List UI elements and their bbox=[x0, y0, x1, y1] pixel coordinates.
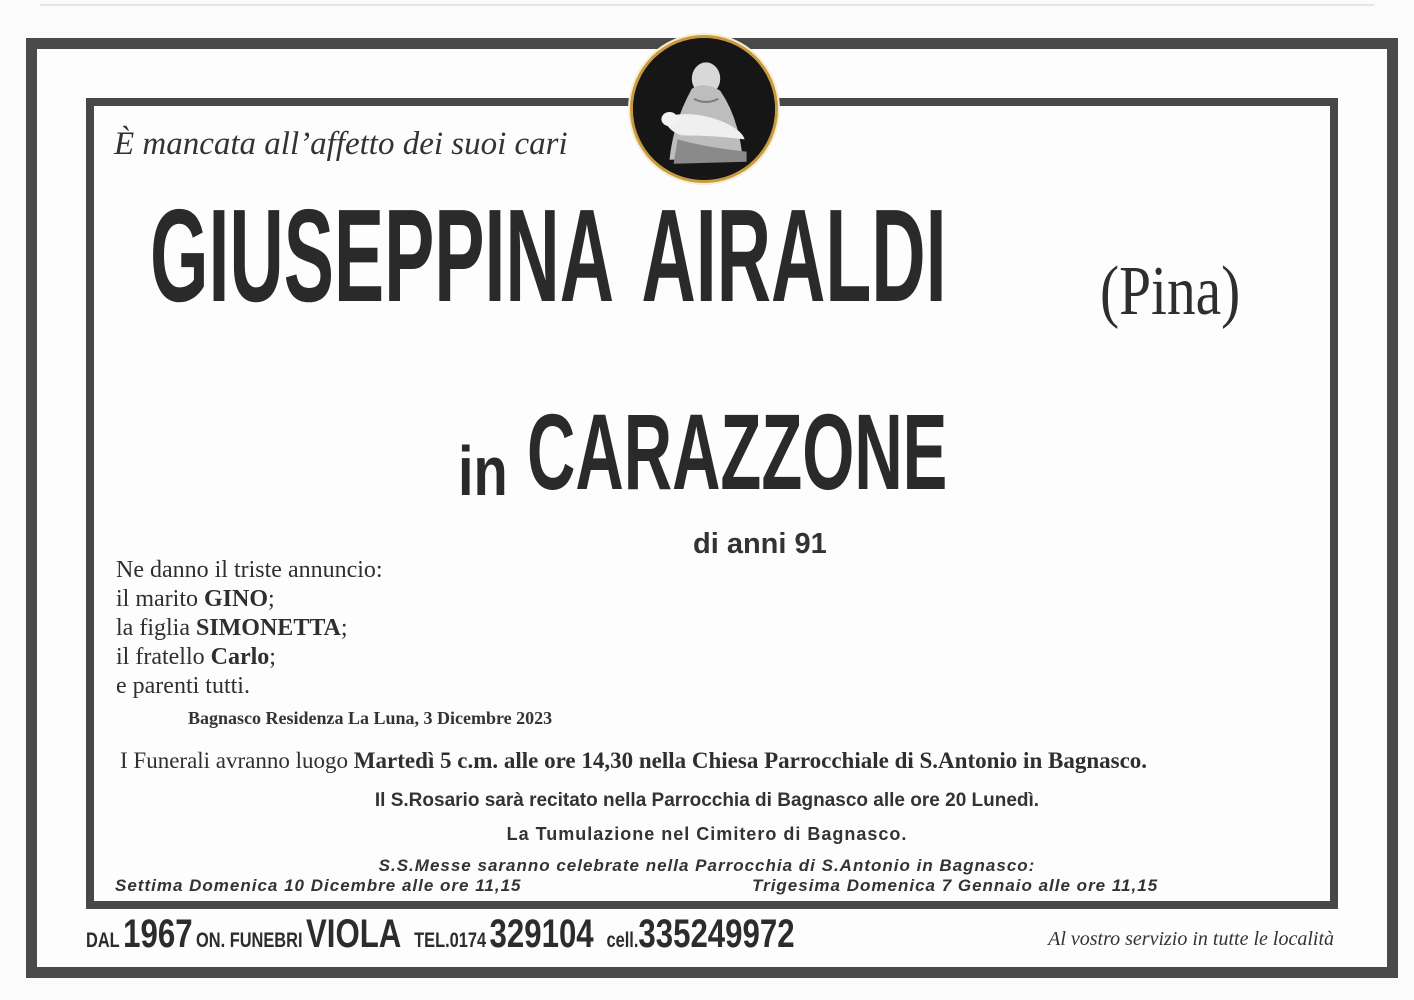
age: di anni 91 bbox=[693, 528, 827, 560]
married-surname: CARAZZONE bbox=[526, 391, 948, 512]
married-name bbox=[458, 391, 1205, 512]
daughter-line: la figlia SIMONETTA; bbox=[116, 615, 348, 641]
brother-line: il fratello Carlo; bbox=[116, 644, 276, 670]
agency-name: VIOLA bbox=[305, 912, 402, 956]
announcement-line: Ne danno il triste annuncio: bbox=[116, 557, 383, 583]
husband-line: il marito GINO; bbox=[116, 586, 275, 612]
cell-label: cell. bbox=[606, 929, 639, 952]
nickname: (Pina) bbox=[1100, 253, 1241, 330]
married-prefix: in bbox=[458, 432, 508, 510]
mourners-list bbox=[116, 556, 383, 701]
tel-number[interactable]: 329104 bbox=[489, 912, 594, 956]
funeral-home-footer bbox=[86, 914, 795, 954]
daughter-name: SIMONETTA bbox=[195, 615, 341, 641]
thirtieth-day-mass: Trigesima Domenica 7 Gennaio alle ore 11,15 bbox=[752, 876, 1159, 895]
brother-name: Carlo bbox=[210, 644, 270, 670]
service-tagline: Al vostro servizio in tutte le località bbox=[1048, 928, 1334, 950]
cell-number[interactable]: 335249972 bbox=[638, 912, 795, 956]
first-name: GIUSEPPINA bbox=[150, 182, 615, 329]
husband-name: GINO bbox=[203, 586, 268, 612]
funeral-details: Martedì 5 c.m. alle ore 14,30 nella Chiesa Parrocchiale di S.Antonio in Bagnasco. bbox=[353, 748, 1148, 773]
agency-label: ON. FUNEBRI bbox=[196, 929, 303, 952]
last-name: AIRALDI bbox=[641, 182, 947, 329]
rosary-info: Il S.Rosario sarà recitato nella Parrocchia di Bagnasco alle ore 20 Lunedì. bbox=[374, 790, 1040, 811]
intro-text: È mancata all’affetto dei suoi cari bbox=[114, 126, 568, 162]
since-year: 1967 bbox=[123, 912, 193, 956]
seventh-day-mass: Settima Domenica 10 Dicembre alle ore 11,15 bbox=[115, 876, 522, 895]
pieta-medallion-icon bbox=[633, 38, 775, 180]
since-label: DAL bbox=[86, 929, 120, 952]
place-and-date: Bagnasco Residenza La Luna, 3 Dicembre 2023 bbox=[188, 708, 553, 728]
burial-info: La Tumulazione nel Cimitero di Bagnasco. bbox=[506, 824, 908, 844]
tel-label: TEL.0174 bbox=[414, 929, 487, 952]
relatives-line: e parenti tutti. bbox=[116, 673, 250, 699]
deceased-name bbox=[150, 182, 947, 329]
paper-edge-line bbox=[40, 4, 1374, 6]
masses-title: S.S.Messe saranno celebrate nella Parrocchia di S.Antonio in Bagnasco: bbox=[378, 856, 1036, 875]
funeral-info: I Funerali avranno luogo Martedì 5 c.m. alle ore 14,30 nella Chiesa Parrocchiale di S.Antonio in Bagnasco. bbox=[120, 748, 1148, 773]
